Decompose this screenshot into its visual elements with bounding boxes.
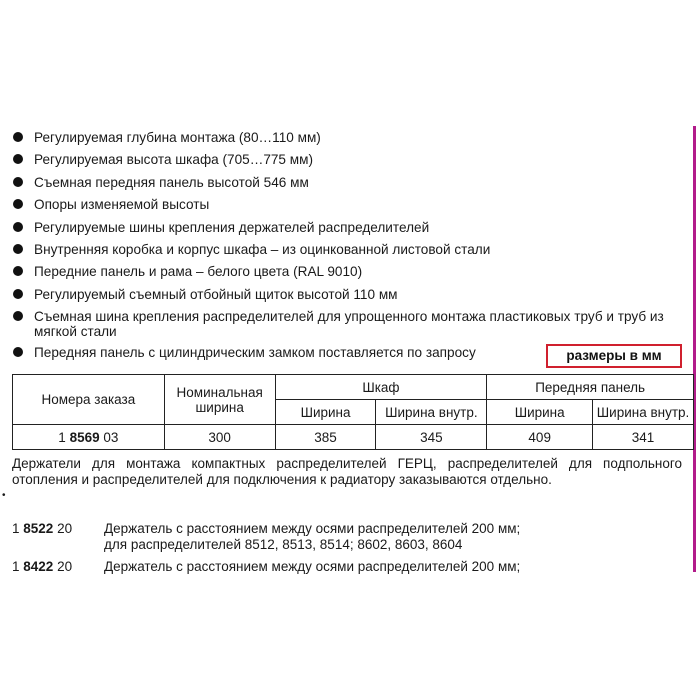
holder-item <box>12 521 682 553</box>
bullet-icon <box>13 199 23 209</box>
holder-description <box>104 559 682 575</box>
order-number-cell <box>13 425 165 450</box>
bullet-icon <box>13 244 23 254</box>
bullet-icon <box>13 132 23 142</box>
feature-item <box>12 175 692 190</box>
column-header-front-inner-width: Ширина внутр. <box>593 400 694 425</box>
bullet-icon <box>13 177 23 187</box>
feature-item <box>12 264 692 279</box>
holder-code-suffix: 20 <box>57 521 73 536</box>
bullet-icon <box>13 222 23 232</box>
table-row <box>13 425 694 450</box>
feature-item <box>12 242 692 257</box>
cabinet-inner-width-cell: 345 <box>376 425 487 450</box>
column-group-front-panel: Передняя панель <box>487 375 694 400</box>
holder-description <box>104 521 682 553</box>
holder-code <box>12 521 102 537</box>
feature-text: Регулируемая высота шкафа (705…775 мм) <box>34 152 313 168</box>
feature-item <box>12 197 692 212</box>
feature-text: Съемная передняя панель высотой 546 мм <box>34 174 309 190</box>
bullet-icon <box>13 347 23 357</box>
holder-description-line: Держатель с расстоянием между осями распределителей 200 мм; <box>104 559 521 574</box>
holder-code-main: 8422 <box>23 559 54 574</box>
page-edge-accent-line <box>693 126 696 572</box>
feature-item <box>12 130 692 145</box>
holder-item <box>12 559 682 575</box>
column-group-cabinet: Шкаф <box>275 375 487 400</box>
holder-code-suffix: 20 <box>57 559 73 574</box>
holder-list <box>12 521 682 581</box>
column-header-cabinet-width: Ширина <box>275 400 376 425</box>
holder-code-prefix: 1 <box>12 559 20 574</box>
holder-code-prefix: 1 <box>12 521 20 536</box>
feature-item <box>12 287 692 302</box>
dimensions-note: размеры в мм <box>546 344 682 368</box>
bullet-icon <box>13 289 23 299</box>
feature-text: Регулируемый съемный отбойный щиток высотой 110 мм <box>34 286 398 302</box>
column-header-cabinet-inner-width: Ширина внутр. <box>376 400 487 425</box>
column-header-front-width: Ширина <box>487 400 593 425</box>
feature-text: Регулируемая глубина монтажа (80…110 мм) <box>34 130 321 145</box>
column-header-nominal-width: Номинальная ширина <box>164 375 275 425</box>
feature-text: Опоры изменяемой высоты <box>34 197 210 213</box>
bullet-icon <box>13 154 23 164</box>
holder-description-line: Держатель с расстоянием между осями распределителей 200 мм; <box>104 521 521 536</box>
feature-item <box>12 152 692 167</box>
holder-description-line: для распределителей 8512, 8513, 8514; 8602, 8603, 8604 <box>104 537 463 552</box>
bullet-icon <box>13 311 23 321</box>
table-header-row <box>13 375 694 400</box>
nominal-width-cell: 300 <box>164 425 275 450</box>
front-inner-width-cell: 341 <box>593 425 694 450</box>
feature-text: Съемная шина крепления распределителей для упрощенного монтажа пластиковых труб и труб из мягкой стали <box>34 309 664 340</box>
holder-code-main: 8522 <box>23 521 54 536</box>
front-width-cell: 409 <box>487 425 593 450</box>
cabinet-width-cell: 385 <box>275 425 376 450</box>
feature-item <box>12 220 692 235</box>
feature-text: Регулируемые шины крепления держателей распределителей <box>34 219 430 235</box>
bullet-icon <box>13 266 23 276</box>
feature-list <box>12 130 692 368</box>
stray-dot-mark: • <box>2 490 6 501</box>
order-code-suffix: 03 <box>103 429 119 445</box>
feature-text: Внутренняя коробка и корпус шкафа – из оцинкованной листовой стали <box>34 241 491 257</box>
feature-text: Передняя панель с цилиндрическим замком поставляется по запросу <box>34 345 476 361</box>
holder-code <box>12 559 102 575</box>
feature-text: Передние панель и рама – белого цвета (RAL 9010) <box>34 264 363 280</box>
order-code-main: 8569 <box>69 429 100 445</box>
order-code-prefix: 1 <box>58 429 66 445</box>
feature-item <box>12 309 692 339</box>
column-header-order-number: Номера заказа <box>13 375 165 425</box>
order-table <box>12 374 694 450</box>
holders-note-paragraph: Держатели для монтажа компактных распределителей ГЕРЦ, распределителей для подпольного отопления и распределителей для подключения к радиатору заказываются отдельно. <box>12 456 682 487</box>
